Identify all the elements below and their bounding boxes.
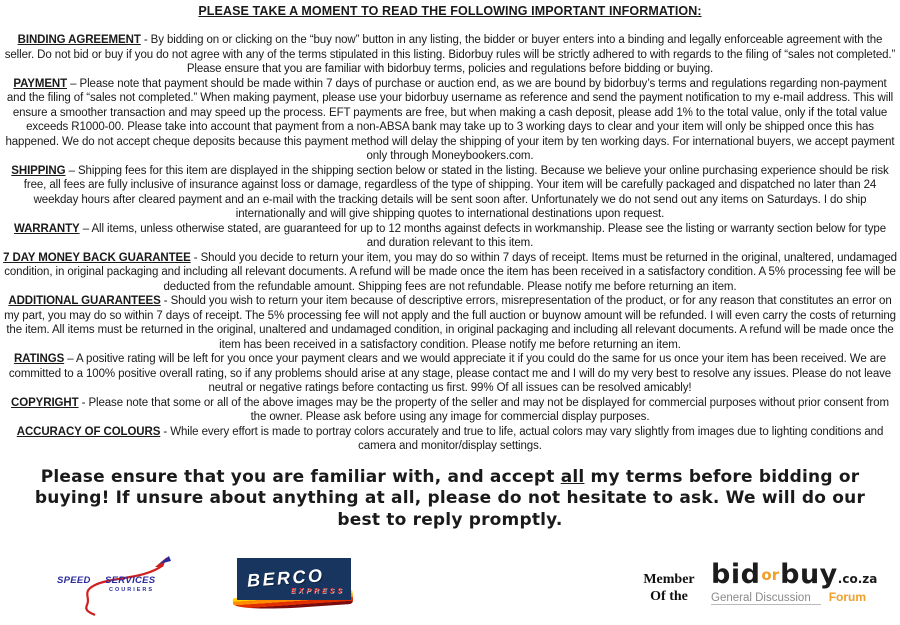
- bidorbuy-buy: buy: [780, 559, 838, 590]
- terms-section: [3, 77, 897, 164]
- terms-section: [3, 425, 897, 454]
- terms-section: [3, 222, 897, 251]
- berco-tagline: EXPRESS: [290, 588, 345, 595]
- section-heading: PAYMENT: [13, 77, 68, 90]
- closing-underlined-word: all: [560, 466, 585, 487]
- section-heading: WARRANTY: [13, 222, 80, 235]
- section-heading: RATINGS: [13, 353, 65, 365]
- bidorbuy-forum-line: [711, 588, 867, 606]
- section-separator: –: [64, 353, 77, 365]
- terms-section: [3, 164, 897, 222]
- section-separator: -: [190, 251, 201, 264]
- member-of-the-label: [631, 571, 707, 605]
- member-line2: Of the: [650, 589, 688, 604]
- section-heading: ACCURACY OF COLOURS: [16, 425, 161, 438]
- section-separator: -: [78, 396, 89, 409]
- section-heading: ADDITIONAL GUARANTEES: [8, 295, 161, 307]
- berco-name: BERCO: [246, 565, 326, 591]
- section-separator: -: [140, 34, 151, 46]
- bidorbuy-or: or: [761, 566, 780, 584]
- speed-services-word-couriers: COURIERS: [109, 587, 155, 593]
- section-heading: BINDING AGREEMENT: [17, 34, 141, 46]
- page-title: PLEASE TAKE A MOMENT TO READ THE FOLLOWING IMPORTANT INFORMATION:: [198, 4, 702, 18]
- footer-logos: [3, 555, 897, 625]
- speed-swoosh-icon: [51, 555, 181, 617]
- section-body: Shipping fees for this item are displayed in the shipping section below or stated in the listing. Because we believe your online purchasing experience should be risk free, all fees are fully inclusive of insurance against loss or damage, regardless of the type of shipping. Your item will be carefully packaged and dispatched no later than 24 weekday hours after cleared payment and an e-mail with the tracking details will be sent soon after. Unfortunately we do not send out any items on Saturdays. I do ship internationally and will give shipping quotes to international destinations upon request.: [23, 164, 889, 220]
- bidorbuy-community: General Discussion: [711, 592, 821, 605]
- terms-section: [3, 33, 897, 77]
- closing-note: [3, 467, 897, 532]
- section-separator: -: [160, 425, 171, 438]
- terms-sections: [3, 33, 897, 454]
- closing-text-before: Please ensure that you are familiar with, and accept: [40, 466, 561, 487]
- section-body: By bidding on or clicking on the “buy now” button in any listing, the bidder or buyer enters into a binding and legally enforceable agreement with the seller. Do not bid or buy if you do not agree with any of the terms stipulated in this listing. Bidorbuy rules will be strictly adhered to with regards to the filing of “sales not completed.” Please ensure that you are familiar with bidorbuy terms, policies and regulations before bidding or buying.: [4, 34, 896, 75]
- bidorbuy-bid: bid: [711, 559, 761, 590]
- section-body: Should you decide to return your item, you may do so within 7 days of receipt. Items must be returned in the original, unaltered, undamaged condition, in original packaging and including all relevant documents. A refund will be made once the item has been received in a satisfactory condition. A 5% processing fee will be deducted from the refundable amount. Shipping fees are not refundable. Please notify me before returning an item.: [4, 251, 897, 293]
- section-body: A positive rating will be left for you once your payment clears and we would appreciate it if you could do the same for us once your item has been received. We are committed to a 100% positive overall rating, so if any problems should arise at any stage, please contact me and I will do my very best to resolve any issues. Please do not leave neutral or negative ratings before contacting us first. 99% Of all issues can be resolved amicably!: [8, 353, 892, 394]
- section-separator: -: [160, 295, 171, 307]
- section-body: Please note that payment should be made within 7 days of purchase or auction end, as we are bound by bidorbuy’s terms and regulations regarding non-payment and the filing of “sales not completed.” When making payment, please use your bidorbuy username as reference and send the payment notification to my e-mail address. This will ensure a smoother transaction and may speed up the process. EFT payments are free, but when making a cash deposit, please add 1% to the total value, only if the total value exceeds R1000-00. Please take into account that payment from a non-ABSA bank may take up to 3 working days to clear and your item will only be shipped once this has happened. We do not accept cheque deposits because this payment method will delay the shipping of your item by ten working days. For international buyers, we accept payment only through Moneybookers.com.: [5, 77, 895, 162]
- speed-services-word-speed: SPEED: [57, 575, 91, 586]
- bidorbuy-forum: Forum: [828, 590, 867, 604]
- section-heading: SHIPPING: [11, 164, 66, 177]
- terms-section: [3, 251, 897, 295]
- terms-section: [3, 396, 897, 425]
- berco-express-logo: [237, 558, 351, 614]
- bidorbuy-domain: .co.za: [837, 572, 878, 586]
- section-body: All items, unless otherwise stated, are guaranteed for up to 12 months against defects in workmanship. Please see the listing or warranty section below for type and duration relevant to this item.: [91, 222, 887, 249]
- section-separator: –: [79, 222, 92, 235]
- section-body: Please note that some or all of the above images may be the property of the seller and may not be displayed for commercial purposes without prior consent from the owner. Please ask before using any image for commercial display purposes.: [88, 396, 889, 423]
- section-separator: –: [67, 77, 80, 90]
- bidorbuy-wordmark: [711, 559, 878, 590]
- member-line1: Member: [643, 572, 695, 587]
- section-heading: 7 DAY MONEY BACK GUARANTEE: [3, 251, 191, 264]
- section-body: While every effort is made to portray colors accurately and true to life, actual colors may vary slightly from images due to lighting conditions and camera and monitor/display settings.: [170, 425, 884, 452]
- terms-section: [3, 352, 897, 396]
- terms-section: [3, 294, 897, 352]
- section-separator: –: [65, 164, 78, 177]
- speed-services-word-services: SERVICES: [105, 575, 156, 586]
- section-body: Should you wish to return your item because of descriptive errors, misrepresentation of the product, or for any reason that constitutes an error on my part, you may do so within 7 days of receipt. The 5% processing fee will not apply and the full auction or buynow amount will be refunded. I will even carry the costs of returning the item. All items must be returned in the original, unaltered and undamaged condition, in original packaging and including all relevant documents. A refund will be made once the item has been received in a satisfactory condition. Please notify me before returning an item.: [4, 295, 896, 351]
- section-heading: COPYRIGHT: [11, 396, 79, 409]
- closing-text-after: my terms before bidding or buying! If unsure about anything at all, please do not hesitate to ask. We will do our best to reply promptly.: [34, 466, 866, 530]
- bidorbuy-membership: [631, 559, 878, 619]
- speed-services-logo: [51, 555, 181, 617]
